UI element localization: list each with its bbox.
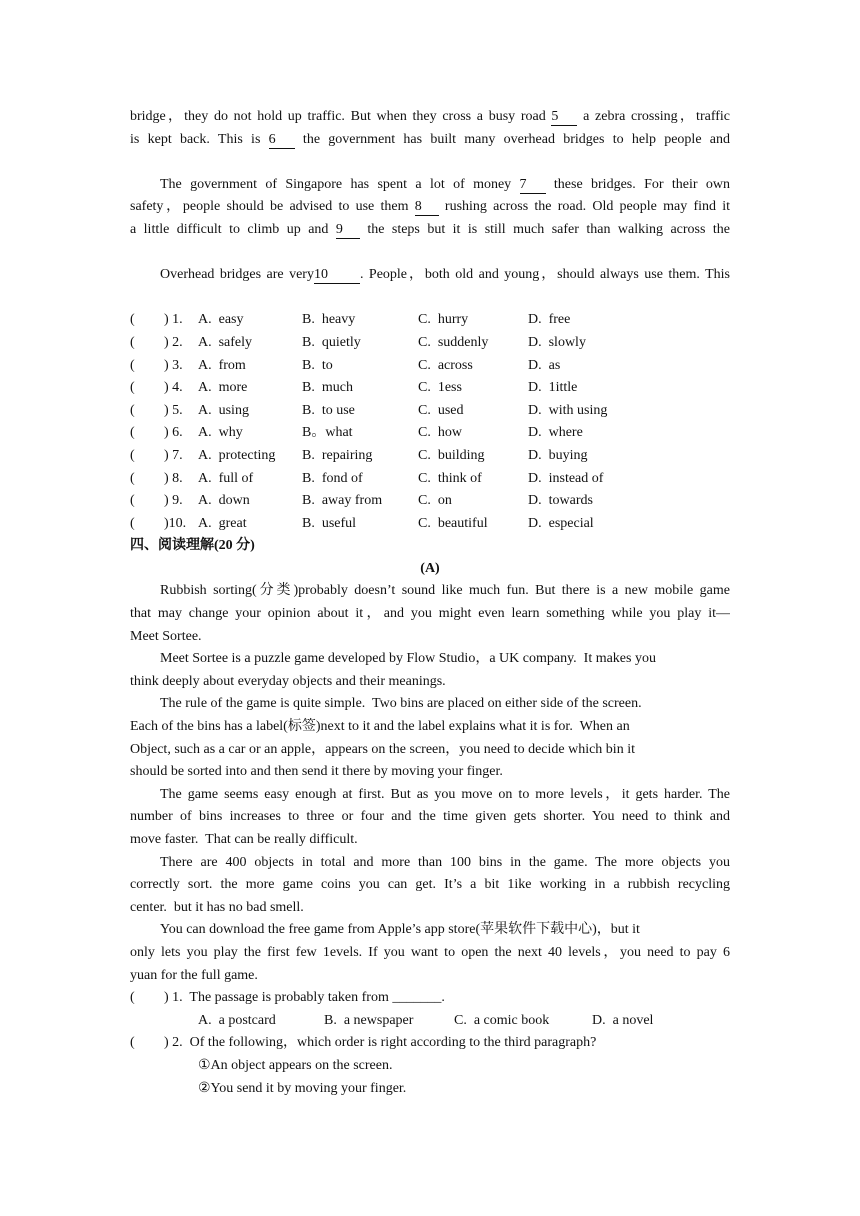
option-b[interactable]: B。what: [302, 425, 353, 441]
question-number: ) 3.: [164, 357, 183, 373]
option-a[interactable]: A. protecting: [198, 447, 276, 463]
reading-question-2: [130, 1032, 730, 1055]
option-a[interactable]: A. using: [198, 402, 249, 418]
answer-paren[interactable]: (: [130, 470, 135, 486]
option-d[interactable]: D. instead of: [528, 470, 604, 486]
question-number: ) 7.: [164, 447, 183, 463]
text-line: The government of Singapore has spent a lot of money 7 these bridges. For their own: [160, 176, 730, 192]
text-line: should be sorted into and then send it there by moving your finger.: [130, 764, 503, 780]
text-line: correctly sort. the more game coins you can get. It’s a bit 1ike working in a rubbish recycling: [130, 877, 730, 893]
question-number: ) 6.: [164, 425, 183, 441]
cloze-question: [130, 355, 730, 378]
answer-paren[interactable]: (: [130, 1035, 135, 1051]
text-line: only lets you play the first few 1evels. If you want to open the next 40 levels，you need to pay 6: [130, 944, 730, 960]
order-item-2: ②You send it by moving your finger.: [198, 1080, 407, 1096]
text-line: number of bins increases to three or four and the time given gets shorter. You need to think and: [130, 809, 730, 825]
option-c[interactable]: C. think of: [418, 470, 482, 486]
blank-8: 8: [415, 199, 439, 216]
option-b[interactable]: B. quietly: [302, 334, 361, 350]
option-b[interactable]: B. to use: [302, 402, 355, 418]
option-a[interactable]: A. easy: [198, 312, 244, 328]
text-line: There are 400 objects in total and more than 100 bins in the game. The more objects you: [160, 854, 730, 870]
reading-question-1-options: [130, 1010, 730, 1033]
text-line: safety，people should be advised to use them 8 rushing across the road. Old people may find it: [130, 199, 730, 215]
option-a[interactable]: A. safely: [198, 334, 253, 350]
answer-paren[interactable]: (: [130, 447, 135, 463]
option-b[interactable]: B. to: [302, 357, 333, 373]
option-b[interactable]: B. repairing: [302, 447, 373, 463]
text-line: The game seems easy enough at first. But as you move on to more levels，it gets harder. The: [160, 786, 730, 802]
text-line: center. but it has no bad smell.: [130, 899, 304, 915]
cloze-paragraph-3: [130, 264, 730, 309]
option-b[interactable]: B. useful: [302, 515, 357, 531]
option-b[interactable]: B. a newspaper: [324, 1012, 414, 1028]
option-a[interactable]: A. great: [198, 515, 247, 531]
question-number: ) 8.: [164, 470, 183, 486]
reading-passage: [130, 580, 730, 987]
passage-label: (A): [420, 560, 440, 576]
option-c[interactable]: C. across: [418, 357, 473, 373]
text-line: bridge，they do not hold up traffic. But when they cross a busy road 5 a zebra crossing，traffic: [130, 109, 730, 124]
text-line: [130, 242, 730, 265]
option-d[interactable]: D. free: [528, 312, 571, 328]
option-d[interactable]: D. where: [528, 425, 583, 441]
option-c[interactable]: C. 1ess: [418, 380, 462, 396]
answer-paren[interactable]: (: [130, 425, 135, 441]
section-heading: 四、阅读理解(20 分): [130, 538, 255, 554]
text-line: Meet Sortee.: [130, 628, 202, 644]
option-d[interactable]: D. towards: [528, 493, 593, 509]
option-d[interactable]: D. with using: [528, 402, 608, 418]
answer-paren[interactable]: (: [130, 380, 135, 396]
answer-paren[interactable]: (: [130, 990, 135, 1006]
option-d[interactable]: D. a novel: [592, 1012, 654, 1028]
blank-10: 10: [314, 267, 360, 284]
option-d[interactable]: D. buying: [528, 447, 588, 463]
option-d[interactable]: D. slowly: [528, 334, 586, 350]
option-b[interactable]: B. much: [302, 380, 353, 396]
option-c[interactable]: C. suddenly: [418, 334, 489, 350]
question-stem: ) 2. Of the following，which order is right according to the third paragraph?: [164, 1035, 597, 1051]
text-line: [130, 151, 730, 174]
blank-5: 5: [551, 109, 577, 126]
cloze-question: [130, 377, 730, 400]
text-line: Overhead bridges are very10 . People，both old and young，should always use them. This: [160, 267, 730, 283]
answer-paren[interactable]: (: [130, 402, 135, 418]
cloze-question-list: [130, 309, 730, 535]
option-c[interactable]: C. beautiful: [418, 515, 488, 531]
option-b[interactable]: B. fond of: [302, 470, 363, 486]
cloze-question: [130, 468, 730, 491]
answer-paren[interactable]: (: [130, 312, 135, 328]
text-line: a little difficult to climb up and 9 the steps but it is still much safer than walking across the: [130, 221, 730, 237]
option-a[interactable]: A. more: [198, 380, 248, 396]
cloze-question: [130, 445, 730, 468]
order-item-1: ①An object appears on the screen.: [198, 1057, 393, 1073]
cloze-question: [130, 309, 730, 332]
answer-paren[interactable]: (: [130, 357, 135, 373]
question-number: )10.: [164, 515, 187, 531]
option-b[interactable]: B. away from: [302, 493, 383, 509]
option-c[interactable]: C. used: [418, 402, 464, 418]
question-number: ) 5.: [164, 402, 183, 418]
question-number: ) 4.: [164, 380, 183, 396]
blank-7: 7: [520, 177, 546, 194]
question-number: ) 2.: [164, 334, 183, 350]
question-number: ) 1.: [164, 312, 183, 328]
text-line: [130, 287, 730, 310]
text-line: You can download the free game from Apple’s app store(苹果软件下载中心)，but it: [160, 922, 640, 938]
question-number: ) 9.: [164, 493, 183, 509]
text-line: move faster. That can be really difficult.: [130, 832, 358, 847]
document-page: [130, 106, 730, 1100]
cloze-question: [130, 400, 730, 423]
cloze-paragraph-1: [130, 106, 730, 174]
option-c[interactable]: C. a comic book: [454, 1012, 550, 1028]
option-c[interactable]: C. on: [418, 493, 452, 509]
question-stem: ) 1. The passage is probably taken from _______.: [164, 990, 445, 1006]
text-line: Rubbish sorting(分类)probably doesn’t sound like much fun. But there is a new mobile game: [160, 583, 730, 599]
text-line: Each of the bins has a label(标签)next to it and the label explains what it is for. When an: [130, 719, 630, 735]
option-d[interactable]: D. as: [528, 357, 561, 373]
option-a[interactable]: A. full of: [198, 470, 254, 486]
option-b[interactable]: B. heavy: [302, 312, 356, 328]
option-d[interactable]: D. 1ittle: [528, 380, 578, 396]
blank-9: 9: [336, 222, 360, 239]
text-line: that may change your opinion about it，and you might even learn something while you play it—: [130, 606, 730, 622]
cloze-paragraph-2: [130, 174, 730, 264]
cloze-question: [130, 422, 730, 445]
blank-6: 6: [269, 132, 295, 149]
cloze-question: [130, 513, 730, 536]
option-d[interactable]: D. especial: [528, 515, 594, 531]
answer-paren[interactable]: (: [130, 493, 135, 509]
option-a[interactable]: A. why: [198, 425, 243, 441]
reading-question-1: [130, 987, 730, 1010]
text-line: The rule of the game is quite simple. Two bins are placed on either side of the screen.: [160, 696, 642, 712]
text-line: yuan for the full game.: [130, 967, 258, 983]
option-a[interactable]: A. from: [198, 357, 246, 373]
option-c[interactable]: C. building: [418, 447, 485, 463]
option-c[interactable]: C. how: [418, 425, 462, 441]
answer-paren[interactable]: (: [130, 334, 135, 350]
text-line: is kept back. This is 6 the government has built many overhead bridges to help people and: [130, 131, 730, 147]
option-a[interactable]: A. down: [198, 493, 250, 509]
answer-paren[interactable]: (: [130, 515, 135, 531]
cloze-question: [130, 490, 730, 513]
cloze-question: [130, 332, 730, 355]
text-line: Object, such as a car or an apple，appears on the screen，you need to decide which bin it: [130, 741, 635, 757]
option-c[interactable]: C. hurry: [418, 312, 469, 328]
text-line: Meet Sortee is a puzzle game developed by Flow Studio，a UK company. It makes you: [160, 651, 656, 667]
text-line: think deeply about everyday objects and their meanings.: [130, 673, 446, 689]
option-a[interactable]: A. a postcard: [198, 1012, 276, 1028]
